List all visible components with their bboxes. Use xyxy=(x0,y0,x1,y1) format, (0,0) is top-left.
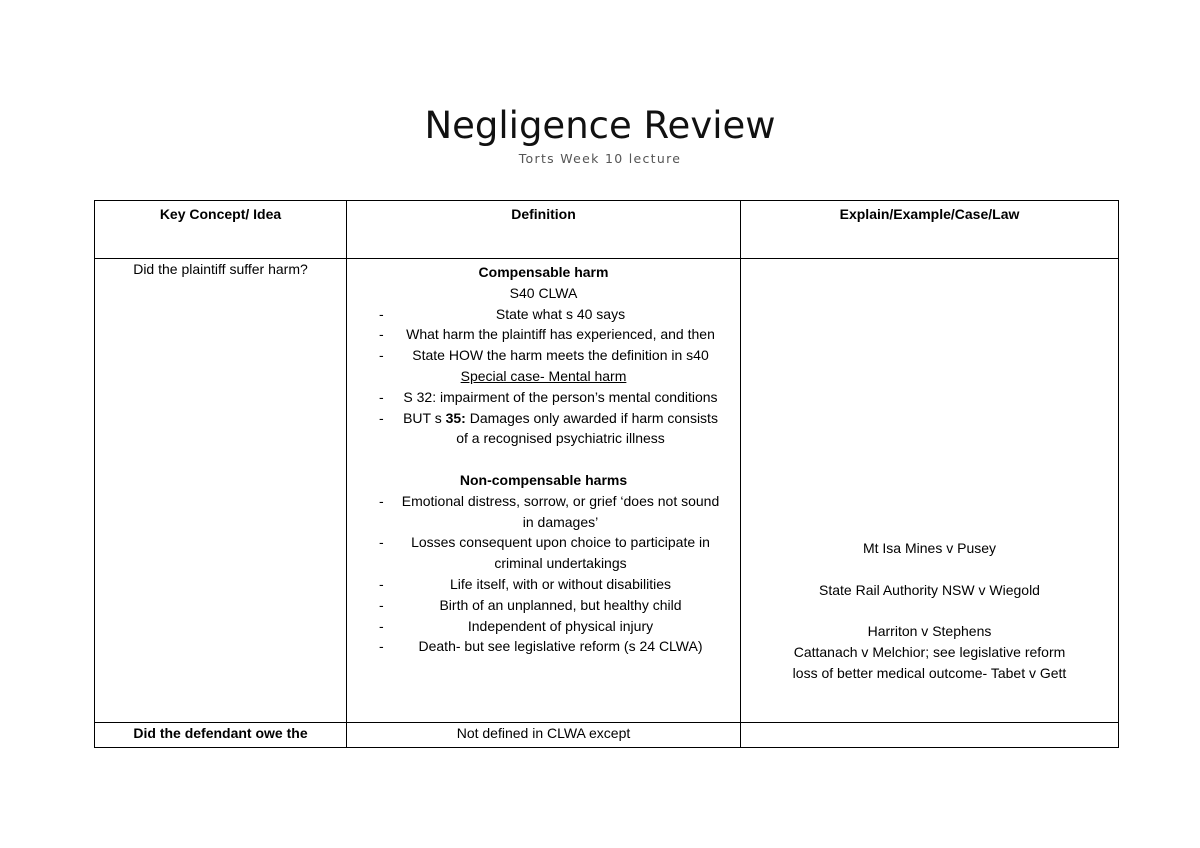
list-item: - Death- but see legislative reform (s 24 CLWA) xyxy=(379,638,703,655)
non-compensable-heading: Non-compensable harms xyxy=(459,471,628,488)
list-item: - Life itself, with or without disabilities xyxy=(379,575,671,592)
header-definition: Definition xyxy=(347,201,741,259)
header-key-concept: Key Concept/ Idea xyxy=(95,201,347,259)
review-table xyxy=(94,200,1119,748)
list-item: - State HOW the harm meets the definition in s40 xyxy=(379,347,709,364)
header-explain: Explain/Example/Case/Law xyxy=(741,201,1119,259)
concept-cell xyxy=(95,259,347,723)
s40-line: S40 CLWA xyxy=(509,284,578,301)
table-row xyxy=(95,259,1119,723)
list-item: - State what s 40 says xyxy=(379,305,626,322)
special-case-heading: Special case- Mental harm xyxy=(460,367,627,384)
list-item: - Emotional distress, sorrow, or grief ‘does not sound in damages’ xyxy=(379,492,720,530)
header-row xyxy=(95,201,1119,259)
list-item: - BUT s 35: Damages only awarded if harm consists of a recognised psychiatric illness xyxy=(379,409,718,447)
explain-cell xyxy=(741,723,1119,748)
table-row xyxy=(95,723,1119,748)
document-subtitle: Torts Week 10 lecture xyxy=(518,151,682,166)
list-item: - Independent of physical injury xyxy=(379,617,654,634)
list-item: - Birth of an unplanned, but healthy child xyxy=(379,596,682,613)
case-mt-isa: Mt Isa Mines v Pusey xyxy=(862,540,997,556)
definition-cell: Not defined in CLWA except xyxy=(347,723,741,748)
case-tabet: loss of better medical outcome- Tabet v Gett xyxy=(792,664,1067,681)
definition-cell xyxy=(347,259,741,723)
concept-text: Did the plaintiff suffer harm? xyxy=(133,261,308,277)
concept-cell: Did the defendant owe the xyxy=(95,723,347,748)
case-state-rail: State Rail Authority NSW v Wiegold xyxy=(819,581,1040,598)
case-harriton: Harriton v Stephens xyxy=(867,623,992,640)
cases-cell xyxy=(741,259,1119,723)
list-item: - What harm the plaintiff has experienced, and then xyxy=(379,326,715,343)
list-item: - Losses consequent upon choice to participate in criminal undertakings xyxy=(379,534,710,572)
compensable-heading: Compensable harm xyxy=(478,264,609,280)
case-cattanach: Cattanach v Melchior; see legislative reform xyxy=(793,643,1066,660)
list-item: - S 32: impairment of the person’s mental conditions xyxy=(379,388,718,405)
document-title: Negligence Review xyxy=(424,104,776,147)
